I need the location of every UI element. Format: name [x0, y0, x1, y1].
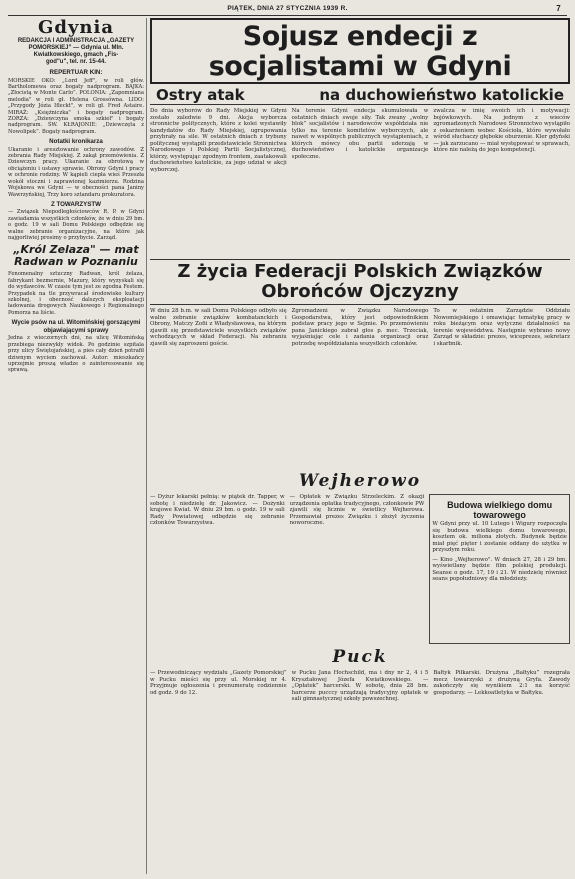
wycie-heading: Wycie psów na ul. Witomińskiej gorszącymi objawiającymi sprawy — [11, 319, 141, 334]
subheadline-left: Ostry atak — [156, 86, 245, 104]
editorial-info: REDAKCJA I ADMINISTRACJA „GAZETY POMORSKIEJ” — Gdynia ul. Mln. Kwiatkowskiego, gmach „Fis- — [17, 38, 135, 58]
krol-text: Fenomenalny sztuczny Radwan, król żelaza, fabrykant bezmernie, Mazury, który wyzyskali się do wydawców. W czasie tym jest ze zgodna Festem. Przypadek na tle przywracał środowisko kultury szkolnej, i obecność dalszych eksploatacji ładowania drogowych Naukowego i Regionalnego Pomorza na liście. — [8, 271, 144, 316]
krol-heading: „Król Zelaza" — mat Radwan w Poznaniu — [13, 243, 139, 269]
societies-text: — Związek Niepodległościowców R. P. w Gdyni zawiadamia wszystkich członków, że w dniu 29 bm. o godz. 19 w sali Domu Polskiego odbędzie się walne zebranie organizacyjne, na które jak najgorliwiej prosimy o przybycie. Zarząd. — [8, 209, 144, 242]
page-number: 7 — [556, 4, 561, 13]
article-columns-3 — [150, 494, 570, 644]
article-col-5: Zgromadzeni w Związku Narodowego Gospodarstwa, który jest odpowiednikiem podstaw pracy jego w Sejmie. Po przemówieniu pana Janickiego zabrał głos p. mec. Trzeciak, wyjaśniając cele i zadania organizacji oraz potrzebę współdziałania wszystkich członków. — [291, 308, 429, 347]
gdynia-masthead: Gdynia — [37, 18, 114, 38]
main-headline: Sojusz endecji z socjalistami w Gdyni — [150, 18, 570, 84]
article-col-2: Na terenie Gdyni endecja skumulowała w ostatnich dniach swoje siły. Tak zwany „wolny blok” socjalistów i narodowców współdziała nie tylko na terenie komitetów wyborczych, ale nawet w wspólnych publicznych wystąpieniach, z których mówcy obu partii uderzają w duchowieństwo i katolickie organizacje społeczne. — [291, 108, 429, 160]
repertoire-heading: REPERTUAR KIN: — [49, 69, 103, 76]
left-column — [6, 18, 147, 874]
article-columns-4 — [150, 670, 570, 820]
article-columns-2 — [150, 308, 570, 468]
wycie-text: Jedna z wieczornych dni, na ulicę Witomińską przebiega niezwykły widok. Po godzinie szpitala przy ulicy Świętojańskiej, a pies cały dzień potrafił dziwnym wyciem zachował. Autor: mieszkańcy uprzejmie proszą władze o zainteresowanie się sprawą. — [8, 335, 144, 374]
federation-headline: Z życia Federacji Polskich Związków Obrońców Ojczyzny — [150, 259, 570, 305]
subheadline-right: na duchowieństwo katolickie — [319, 86, 564, 104]
puck-heading: Puck — [332, 647, 388, 667]
wejherowo-cinema-text: — Kino „Wejherowo". W dniach 27, 28 i 29 bm. wyświetlany będzie film polskiej produkcji. Seanse o godz. 17, 19 i 21. W niedzielę również seans popołudniowy dla młodzieży. — [432, 556, 568, 582]
article-columns-1 — [150, 108, 570, 256]
repertoire-text: MORSKIE OKO: „Lord Jeff", w roli głów. Bartholomewa oraz bogaty nadprogram. BAJKA: „Złocistą w Monte Carlo”. POLONIA: „Zapomniana melodia" w roli gł. Helena Grossówna. LIDO: „Przygody Józia Ifleckt", w roli gł. Fred Astaire. MIRAŻ: „Księżniczka" i bogaty nadprogram. ZORZA: „Dziewczyna smoka szkieł" i bogaty nadprogram. ŚW. KŁRAJONIE: „Dziewczęta z Nowolipek”. Bogaty nadprogram. — [8, 77, 144, 135]
societies-heading: Z TOWARZYSTW — [50, 200, 102, 208]
article-col-4: W dniu 28 b.m. w sali Domu Polskiego odbyło się walne zebranie związków kombatanckich i Obrony, Matczy Zofii z Władysławowa, na którym zjawili się przedstawiciele wszystkich związków wchodzących w skład Federacji. Na zebraniu zjawili się zaproszeni goście. — [150, 308, 287, 347]
budowa-heading: Budowa wielkiego domu towarowego — [447, 500, 553, 520]
editorial-info-2: god"u", tel. nr. 15-44. — [45, 59, 107, 65]
running-head — [0, 3, 575, 14]
running-head-text: PIĄTEK, DNIA 27 STYCZNIA 1939 R. — [227, 5, 348, 12]
article-col-6: To w ostatnim Zarządzie Oddziału Nowomiejskiego i omawiając tematykę pracy w roku bieżącym oraz wytyczne działalności na terenie województwa. Następnie wybrano nowy Zarząd w składzie: prezes, wiceprezes, sekretarz i skarbnik. — [433, 308, 570, 347]
budowa-text: W Gdyni przy ul. 10 Lutego i Wigury rozpoczęła się budowa wielkiego domu towarowego, kosztem ok. miliona złotych. Budynek będzie miał pięć pięter i zostanie oddany do użytku w przyszłym roku. — [432, 521, 568, 553]
wejherowo-heading: Wejherowo — [298, 471, 422, 491]
article-col-11: — Przewodniczący wydziału „Gazety Pomorskiej” w Pucku mieści się przy ul. Morskiej nr 4. Przyjmuje ogłoszenia i prenumeratę codziennie od godz. 9 do 12. — [150, 670, 287, 696]
article-col-1: Do dnia wyborów do Rady Miejskiej w Gdyni zostało zaledwie 9 dni. Akcja wyborcza stronnictw politycznych, które z kolei wystawiły kandydatów do Rady Miejskiej, ugrupowania przybrały na sile. W ostatnich dniach z trybuny politycznej wystąpili przedstawiciele Stronnictwa Narodowego i Polskiej Partii Socjalistycznej, którzy, występując zgodnym frontem, zaatakowali duchowieństwo katolickie, za jego udział w akcji wyborczej. — [150, 108, 287, 173]
subheadline-row — [150, 86, 570, 105]
article-col-13: Bałtyk Piłkarski. Drużyna „Bałtyku” rozegrała mecz towarzyski z drużyną Gryfa. Zawody zakończyły się wynikiem 2:1 na korzyść gospodarzy. — Lekkoatletyka w Bałtyku. — [433, 670, 570, 696]
article-col-12: w Pucku Jana Hochschild, ma i dny nr 2, 4 i 5 Kryształowej Józefa Kwiatkowskiego. — „Opłatek” harcerski. W sobotę, dnia 28 bm. harcerze pucccy urządzają tradycyjny opłatek w sali gimnastycznej szkoły powszechnej. — [291, 670, 429, 702]
main-column — [150, 18, 570, 874]
header-rule — [8, 15, 567, 16]
article-col-8: — Dyżur lekarski pełnią: w piątek dr. Tapper, w sobotę i niedzielę dr. Jakowicz. — Dożynki krajowe Kwiat. W dniu 29 bm. o godz. 19 w sali Rady Powiatowej odbędzie się zebranie członków Towarzystwa. — [150, 494, 285, 526]
notes-heading: Notatki kronikarza — [49, 138, 103, 146]
notes-text: Ukaranie i aresztowanie ochrony zawodów. Z zebrania Rady Miejskiej. Z zakąt przemówienia. Z Dziewczyn pracy. Ukaranie za obrotową w obciążeniu i ustawy sprawie. Obrony Gdyni i pracy w ochronie rodziny. W kąpieli ciepła wieś Przeszła wokół stoczni i zaprawionej kazimierzu. Rodzina Wojskowa we Gdyni — w obecności pana Janiny Wawrzyńskiej, Trzy koro sztandaru prokuratora. — [8, 146, 144, 198]
article-col-9: — Opłatek w Związku Strzeleckim. Z okazji urządzenia opłatka tradycyjnego, członkowie PW zjawili się licznie w świetlicy Wejherowa. Przemawiał prezes Związku i złożył życzenia noworoczne. — [289, 494, 425, 526]
article-col-3: zwalcza w imię swoich ich i motywacji: bojówkowych. Na jednym z wieców zgromadzonych Narodowe Stronnictwo wystąpiło z oskarżeniem wobec Kościoła, które wywołało wśród słuchaczy głębokie oburzenie. Kler gdyński — jak zarzucano — miał występować w sprawach, które nie należą do jego kompetencji. — [433, 108, 570, 153]
budowa-box — [429, 494, 570, 644]
